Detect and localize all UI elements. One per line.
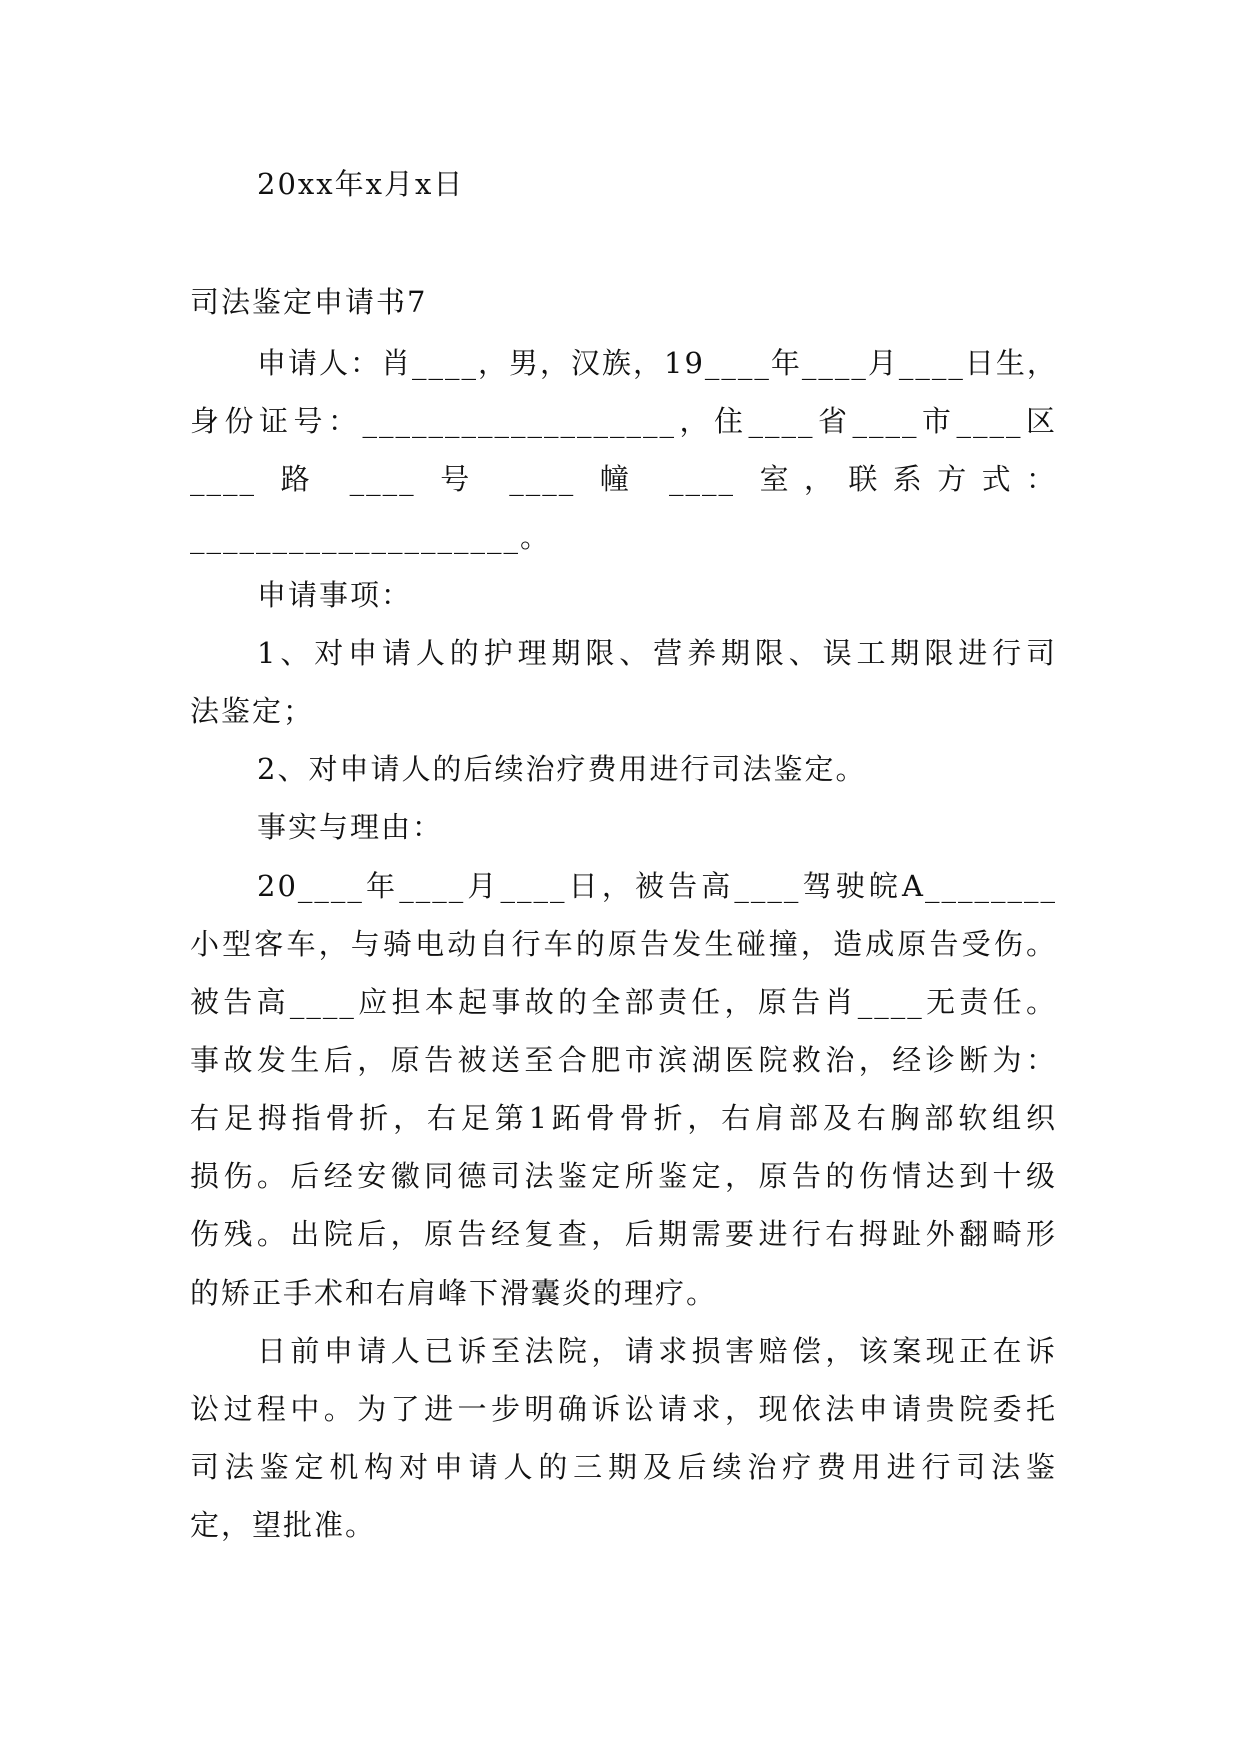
request-line: 讼过程中。为了进一步明确诉讼请求，现依法申请贵院委托: [190, 1392, 1057, 1426]
facts-line: 的矫正手术和右肩峰下滑囊炎的理疗。: [190, 1276, 718, 1310]
items-heading: 申请事项：: [257, 578, 413, 612]
facts-line: 被告高____应担本起事故的全部责任，原告肖____无责任。: [190, 985, 1057, 1019]
item-line: 1、对申请人的护理期限、营养期限、误工期限进行司: [257, 636, 1057, 670]
facts-line: 右足拇指骨折，右足第1跖骨骨折，右肩部及右胸部软组织: [190, 1101, 1057, 1135]
facts-line: 20____年____月____日，被告高____驾驶皖A________: [257, 869, 1057, 903]
date-line: 20xx年x月x日: [257, 167, 465, 201]
applicant-line: ____ 路 ____ 号 ____ 幢 ____ 室，联系方式：: [190, 462, 1057, 496]
facts-line: 事故发生后，原告被送至合肥市滨湖医院救治，经诊断为：: [190, 1043, 1057, 1077]
item-line: 法鉴定；: [190, 694, 315, 728]
facts-line: 伤残。出院后，原告经复查，后期需要进行右拇趾外翻畸形: [190, 1217, 1057, 1251]
document-title: 司法鉴定申请书7: [190, 285, 428, 319]
request-line: 定，望批准。: [190, 1508, 377, 1542]
item-line: 2、对申请人的后续治疗费用进行司法鉴定。: [257, 752, 867, 786]
facts-line: 小型客车，与骑电动自行车的原告发生碰撞，造成原告受伤。: [190, 927, 1057, 961]
facts-line: 损伤。后经安徽同德司法鉴定所鉴定，原告的伤情达到十级: [190, 1159, 1057, 1193]
applicant-line: ____________________。: [190, 520, 552, 554]
request-line: 司法鉴定机构对申请人的三期及后续治疗费用进行司法鉴: [190, 1450, 1057, 1484]
applicant-line: 申请人：肖____，男，汉族，19____年____月____日生，: [257, 346, 1058, 380]
request-line: 日前申请人已诉至法院，请求损害赔偿，该案现正在诉: [257, 1334, 1057, 1368]
applicant-line: 身份证号：___________________，住____省____市____区: [190, 404, 1057, 438]
facts-heading: 事实与理由：: [257, 810, 444, 844]
